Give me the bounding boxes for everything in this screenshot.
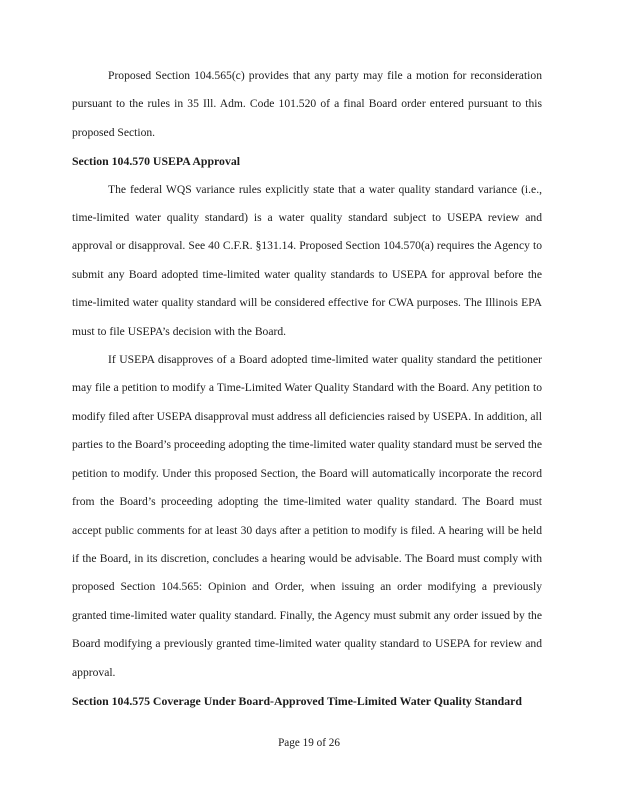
paragraph-usepa-disapproval: If USEPA disapproves of a Board adopted time-limited water quality standard the petitioner may file a petition to modify a Time-Limited Water Quality Standard with the Board. Any petition to modify filed after USEPA disapproval must address all deficiencies raised by USEPA. In addition, all parties to the Board’s proceeding adopting the time-limited water quality standard must be served the petition to modify. Under this proposed Section, the Board will automatically incorporate the record from the Board’s proceeding adopting the time-limited water quality standard. The Board must accept public comments for at least 30 days after a petition to modify is filed. A hearing will be held if the Board, in its discretion, concludes a hearing would be advisable. The Board must comply with proposed Section 104.565: Opinion and Order, when issuing an order modifying a previously granted time-limited water quality standard. Finally, the Agency must submit any order issued by the Board modifying a previously granted time-limited water quality standard to USEPA for review and approval. (72, 353, 542, 679)
paragraph-usepa-approval: The federal WQS variance rules explicitly state that a water quality standard variance (i.e., time-limited water quality standard) is a water quality standard subject to USEPA review and approval or disapproval. See 40 C.F.R. §131.14. Proposed Section 104.570(a) requires the Agency to submit any Board adopted time-limited water quality standards to USEPA for approval before the time-limited water quality standard will be considered effective for CWA purposes. The Illinois EPA must to file USEPA’s decision with the Board. (72, 182, 542, 338)
page-number: Page 19 of 26 (278, 737, 340, 749)
document-body (72, 62, 542, 715)
section-heading-104-570: Section 104.570 USEPA Approval (72, 154, 241, 169)
paragraph-reconsideration: Proposed Section 104.565(c) provides that any party may file a motion for reconsideration pursuant to the rules in 35 Ill. Adm. Code 101.520 of a final Board order entered pursuant to this proposed Section. (72, 69, 542, 139)
section-heading-104-575: Section 104.575 Coverage Under Board-Approved Time-Limited Water Quality Standard (72, 693, 522, 708)
